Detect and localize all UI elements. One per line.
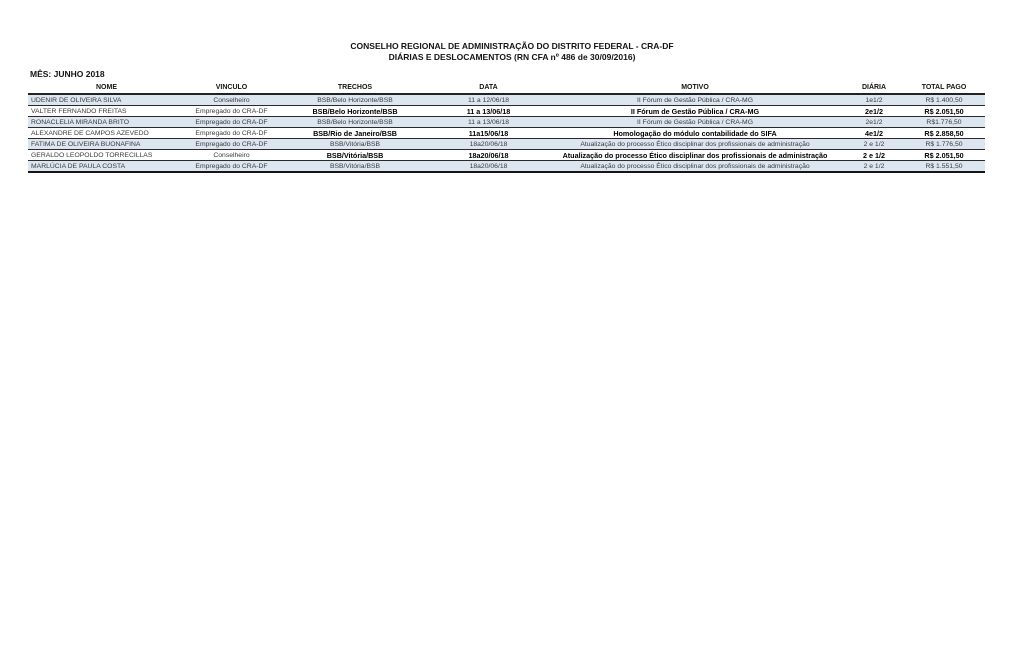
cell-trechos: BSB/Vitória/BSB xyxy=(278,139,432,150)
cell-vinculo: Empregado do CRA-DF xyxy=(185,139,278,150)
cell-trechos: BSB/Vitória/BSB xyxy=(278,150,432,161)
document-title-line1: CONSELHO REGIONAL DE ADMINISTRAÇÃO DO DISTRITO FEDERAL - CRA-DF xyxy=(350,41,674,51)
cell-trechos: BSB/Belo Horizonte/BSB xyxy=(278,94,432,106)
cell-data: 11 a 13/06/18 xyxy=(432,106,545,117)
column-header-1: VINCULO xyxy=(185,81,278,94)
column-header-6: TOTAL PAGO xyxy=(903,81,985,94)
cell-total_pago: R$ 2.858,50 xyxy=(903,128,985,139)
table-row xyxy=(28,128,985,139)
column-header-0: NOME xyxy=(28,81,185,94)
column-header-4: MOTIVO xyxy=(545,81,845,94)
month-label: MÊS: JUNHO 2018 xyxy=(30,69,105,79)
cell-diaria: 2 e 1/2 xyxy=(845,139,903,150)
cell-data: 11a15/06/18 xyxy=(432,128,545,139)
cell-nome: VALTER FERNANDO FREITAS xyxy=(28,106,185,117)
cell-motivo: Atualização do processo Ético disciplinar dos profissionais de administração xyxy=(545,161,845,173)
cell-motivo: II Fórum de Gestão Pública / CRA-MG xyxy=(545,94,845,106)
document-title-line2: DIÁRIAS E DESLOCAMENTOS (RN CFA nº 486 de 30/09/2016) xyxy=(388,52,636,62)
cell-diaria: 2 e 1/2 xyxy=(845,161,903,173)
cell-nome: MARLÚCIA DE PAULA COSTA xyxy=(28,161,185,173)
table-row xyxy=(28,139,985,150)
cell-total_pago: R$ 2.051,50 xyxy=(903,150,985,161)
table-row xyxy=(28,117,985,128)
table-header-row xyxy=(28,81,985,94)
cell-data: 18a20/06/18 xyxy=(432,139,545,150)
table-row xyxy=(28,150,985,161)
cell-diaria: 4e1/2 xyxy=(845,128,903,139)
cell-vinculo: Conselheiro xyxy=(185,94,278,106)
cell-trechos: BSB/Belo Horizonte/BSB xyxy=(278,117,432,128)
cell-data: 18a20/06/18 xyxy=(432,150,545,161)
table-row xyxy=(28,106,985,117)
column-header-3: DATA xyxy=(432,81,545,94)
cell-vinculo: Empregado do CRA-DF xyxy=(185,106,278,117)
cell-vinculo: Conselheiro xyxy=(185,150,278,161)
table-body xyxy=(28,94,985,172)
cell-trechos: BSB/Belo Horizonte/BSB xyxy=(278,106,432,117)
cell-nome: GERALDO LEOPOLDO TORRECILLAS xyxy=(28,150,185,161)
cell-data: 11 a 12/06/18 xyxy=(432,94,545,106)
column-header-2: TRECHOS xyxy=(278,81,432,94)
cell-nome: RONACLELIA MIRANDA BRITO xyxy=(28,117,185,128)
cell-diaria: 2e1/2 xyxy=(845,117,903,128)
cell-nome: FATIMA DE OLIVEIRA BUONAFINA xyxy=(28,139,185,150)
cell-motivo: II Fórum de Gestão Pública / CRA-MG xyxy=(545,106,845,117)
cell-total_pago: R$ 1.400,50 xyxy=(903,94,985,106)
cell-data: 11 a 13/06/18 xyxy=(432,117,545,128)
cell-data: 18a20/06/18 xyxy=(432,161,545,173)
table-row xyxy=(28,94,985,106)
cell-motivo: Atualização do processo Ético disciplinar dos profissionais de administração xyxy=(545,150,845,161)
cell-motivo: Homologação do módulo contabilidade do SIFA xyxy=(545,128,845,139)
cell-trechos: BSB/Rio de Janeiro/BSB xyxy=(278,128,432,139)
cell-nome: ALEXANDRE DE CAMPOS AZEVEDO xyxy=(28,128,185,139)
cell-motivo: Atualização do processo Ético disciplinar dos profissionais de administração xyxy=(545,139,845,150)
cell-motivo: II Fórum de Gestão Pública / CRA-MG xyxy=(545,117,845,128)
cell-total_pago: R$ 1.551,50 xyxy=(903,161,985,173)
cell-vinculo: Empregado do CRA-DF xyxy=(185,117,278,128)
column-header-5: DIÁRIA xyxy=(845,81,903,94)
table-row xyxy=(28,161,985,173)
cell-nome: UDENIR DE OLIVEIRA SILVA xyxy=(28,94,185,106)
cell-total_pago: R$ 2.051,50 xyxy=(903,106,985,117)
document-title-block xyxy=(0,41,1024,63)
cell-vinculo: Empregado do CRA-DF xyxy=(185,161,278,173)
cell-total_pago: R$1.776,50 xyxy=(903,117,985,128)
cell-total_pago: R$ 1.776,50 xyxy=(903,139,985,150)
cell-diaria: 1e1/2 xyxy=(845,94,903,106)
cell-trechos: BSB/Vitória/BSB xyxy=(278,161,432,173)
cell-diaria: 2 e 1/2 xyxy=(845,150,903,161)
diarias-table xyxy=(28,81,985,173)
cell-vinculo: Empregado do CRA-DF xyxy=(185,128,278,139)
cell-diaria: 2e1/2 xyxy=(845,106,903,117)
